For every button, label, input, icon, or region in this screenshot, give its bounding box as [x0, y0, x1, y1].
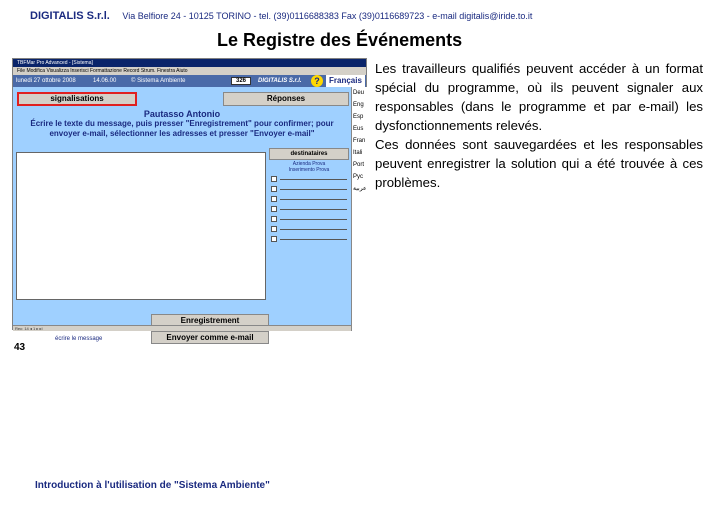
- help-icon[interactable]: ?: [311, 75, 323, 87]
- body-text: [375, 59, 703, 192]
- status-strip: [13, 75, 366, 87]
- app-screenshot: [12, 58, 367, 342]
- recipient-checkbox-row[interactable]: [271, 215, 349, 224]
- app-name: © Sistema Ambiente: [131, 78, 186, 84]
- checkbox[interactable]: [271, 186, 277, 192]
- language-item[interactable]: Pyc: [353, 174, 364, 180]
- write-message-label: écrire le message: [55, 336, 103, 342]
- checkbox[interactable]: [271, 196, 277, 202]
- address-line: Inserimento Prova: [288, 167, 330, 173]
- page-title: Le Registre des Événements: [217, 30, 463, 50]
- page-number: 43: [14, 342, 26, 353]
- checkbox[interactable]: [271, 216, 277, 222]
- instructions-text: Écrire le texte du message, puis presser "Enregistrement" pour confirmer; pour envoyer e-mail, sélectionner les adresses et presser "Envoyer e-mail": [30, 119, 334, 138]
- destinataires-button[interactable]: destinataires: [269, 148, 349, 160]
- language-item[interactable]: Fran: [353, 138, 366, 144]
- recipient-checkbox-row[interactable]: [271, 235, 349, 244]
- enregistrement-button[interactable]: Enregistrement: [151, 314, 269, 327]
- page-header: [30, 10, 532, 22]
- envoyer-email-button[interactable]: Envoyer comme e-mail: [151, 331, 269, 344]
- recipient-checkbox-row[interactable]: [271, 225, 349, 234]
- language-item[interactable]: عربية: [353, 186, 367, 192]
- company-name: DIGITALIS S.r.l.: [30, 10, 110, 22]
- address-list: [269, 161, 349, 173]
- record-navigator[interactable]: Rec: 14 ◂ 1 ▸ ▸I: [13, 325, 351, 331]
- language-item[interactable]: Itali: [353, 150, 363, 156]
- address-line: Azienda Prova: [292, 161, 326, 167]
- checkbox[interactable]: [271, 236, 277, 242]
- menu-bar: File Modifica Visualizza Inserisci Formattazione Record Strum. Finestra Aiuto: [13, 67, 366, 75]
- language-item[interactable]: Esp: [353, 114, 364, 120]
- checkbox[interactable]: [271, 176, 277, 182]
- body-paragraph: Ces données sont sauvegardées et les responsables peuvent enregistrer la solution qui a été trouvée à ces problèmes.: [375, 137, 703, 190]
- recipient-checkbox-row[interactable]: [271, 175, 349, 184]
- body-paragraph: Les travailleurs qualifiés peuvent accéder à un format spécial du programme, où ils peuvent signaler aux responsables (dans le programme et par e-mail) les dysfonctionnements relevés.: [375, 61, 703, 133]
- user-name: Pautasso Antonio: [143, 109, 221, 119]
- reponses-button[interactable]: Réponses: [223, 92, 349, 106]
- signalisations-button[interactable]: signalisations: [17, 92, 137, 106]
- message-textarea[interactable]: [16, 152, 266, 300]
- language-button[interactable]: Français: [326, 75, 365, 87]
- language-item[interactable]: Port: [353, 162, 365, 168]
- page-footer: Introduction à l'utilisation de "Sistema Ambiente": [35, 480, 270, 491]
- checkbox[interactable]: [271, 226, 277, 232]
- checkbox[interactable]: [271, 206, 277, 212]
- record-number: 326: [231, 77, 251, 85]
- window-titlebar: TBFMar Pro Advanced - [Sistema]: [13, 59, 366, 67]
- time-label: 14.06.00: [93, 78, 117, 84]
- recipient-checkbox-row[interactable]: [271, 205, 349, 214]
- company-contact: Via Belfiore 24 - 10125 TORINO - tel. (39)0116688383 Fax (39)0116689723 - e-mail digitalis@iride.to.it: [122, 11, 533, 21]
- date-label: lunedi 27 ottobre 2008: [16, 78, 76, 84]
- language-item[interactable]: Eng: [353, 102, 364, 108]
- language-item[interactable]: Deu: [353, 90, 365, 96]
- form-area: [13, 87, 351, 342]
- language-item[interactable]: Eus: [353, 126, 364, 132]
- recipient-checkbox-row[interactable]: [271, 185, 349, 194]
- recipient-checkbox-row[interactable]: [271, 195, 349, 204]
- brand-label: DIGITALIS S.r.l.: [258, 78, 302, 84]
- language-list: [351, 87, 368, 331]
